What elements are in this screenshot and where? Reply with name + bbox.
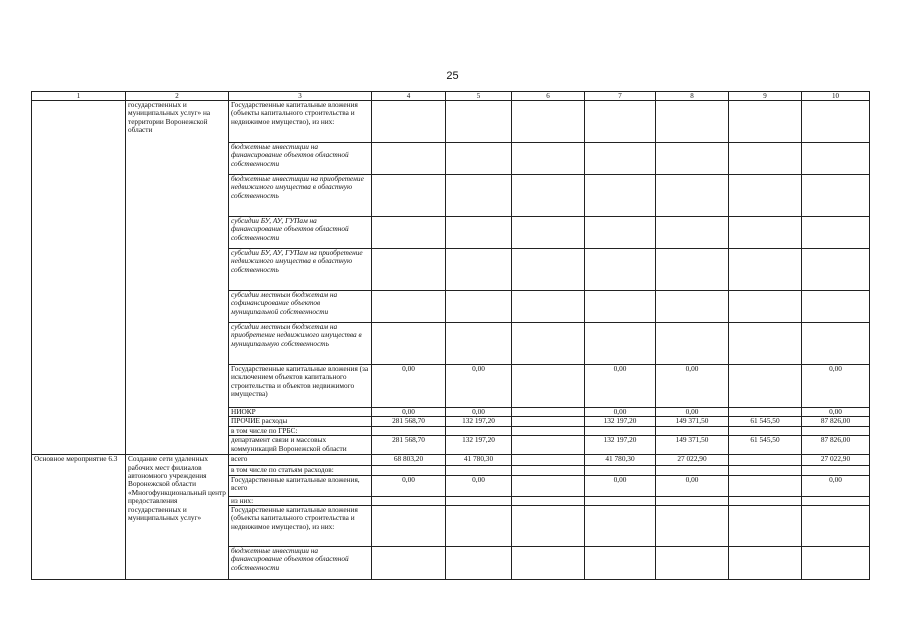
value-cell — [802, 547, 870, 580]
value-cell — [729, 466, 802, 475]
table-row — [32, 101, 870, 143]
value-cell — [729, 496, 802, 505]
value-cell: 149 371,50 — [656, 436, 729, 455]
expense-label: в том числе по статьям расходов: — [229, 466, 372, 475]
measure-description-cell: государственных и муниципальных услуг» на территории Воронежской области — [126, 101, 229, 455]
value-cell — [802, 143, 870, 175]
value-cell: 61 545,50 — [729, 417, 802, 426]
value-cell — [656, 496, 729, 505]
value-cell — [446, 426, 512, 435]
value-cell: 0,00 — [446, 475, 512, 496]
value-cell — [656, 323, 729, 365]
value-cell — [372, 217, 446, 249]
value-cell — [729, 143, 802, 175]
table-row — [32, 455, 870, 466]
expense-label: субсидии БУ, АУ, ГУПам на приобретение недвижимого имущества в областную собственность — [229, 249, 372, 291]
value-cell — [512, 436, 585, 455]
expense-label: из них: — [229, 496, 372, 505]
value-cell — [656, 466, 729, 475]
value-cell: 0,00 — [585, 365, 656, 408]
value-cell — [446, 547, 512, 580]
measure-description-cell: Создание сети удаленных рабочих мест филиалов автономного учреждения Воронежской области «Многофункциональный центр предоставления государственных и муниципальных услуг» — [126, 455, 229, 580]
expense-label: Государственные капитальные вложения, всего — [229, 475, 372, 496]
value-cell — [729, 426, 802, 435]
value-cell — [446, 249, 512, 291]
value-cell — [729, 506, 802, 547]
value-cell: 0,00 — [802, 408, 870, 417]
column-number: 1 — [32, 92, 126, 101]
value-cell — [512, 101, 585, 143]
value-cell — [372, 506, 446, 547]
page-number: 25 — [446, 70, 459, 82]
value-cell — [729, 175, 802, 217]
value-cell — [802, 217, 870, 249]
value-cell — [585, 547, 656, 580]
value-cell — [512, 249, 585, 291]
value-cell: 281 568,70 — [372, 417, 446, 426]
measure-name-cell — [32, 101, 126, 455]
value-cell — [446, 143, 512, 175]
column-number: 7 — [585, 92, 656, 101]
value-cell — [372, 466, 446, 475]
value-cell — [585, 291, 656, 323]
value-cell — [512, 217, 585, 249]
value-cell — [585, 249, 656, 291]
value-cell — [446, 466, 512, 475]
value-cell: 149 371,50 — [656, 417, 729, 426]
value-cell: 61 545,50 — [729, 436, 802, 455]
value-cell: 132 197,20 — [446, 417, 512, 426]
value-cell — [372, 175, 446, 217]
expense-label: всего — [229, 455, 372, 466]
value-cell — [802, 506, 870, 547]
value-cell — [372, 101, 446, 143]
value-cell — [446, 496, 512, 505]
expense-label: департамент связи и массовых коммуникаций Воронежской области — [229, 436, 372, 455]
expense-label: в том числе по ГРБС: — [229, 426, 372, 435]
value-cell — [729, 455, 802, 466]
value-cell — [585, 217, 656, 249]
column-number: 9 — [729, 92, 802, 101]
value-cell: 41 780,30 — [446, 455, 512, 466]
value-cell — [372, 323, 446, 365]
value-cell — [512, 365, 585, 408]
value-cell — [372, 426, 446, 435]
measure-name-cell: Основное мероприятие 6.3 — [32, 455, 126, 580]
value-cell — [729, 217, 802, 249]
value-cell — [585, 101, 656, 143]
value-cell — [656, 217, 729, 249]
value-cell — [585, 175, 656, 217]
expense-label: бюджетные инвестиции на финансирование объектов областной собственности — [229, 547, 372, 580]
value-cell — [802, 323, 870, 365]
value-cell: 87 826,00 — [802, 436, 870, 455]
value-cell: 0,00 — [656, 408, 729, 417]
value-cell: 132 197,20 — [585, 417, 656, 426]
value-cell — [656, 175, 729, 217]
value-cell — [656, 506, 729, 547]
column-number-row — [32, 92, 870, 101]
value-cell — [656, 143, 729, 175]
value-cell — [446, 506, 512, 547]
value-cell: 41 780,30 — [585, 455, 656, 466]
value-cell — [656, 291, 729, 323]
column-number: 2 — [126, 92, 229, 101]
column-number: 3 — [229, 92, 372, 101]
expense-label: субсидии местным бюджетам на софинансирование объектов муниципальной собственности — [229, 291, 372, 323]
value-cell: 0,00 — [446, 365, 512, 408]
value-cell — [656, 249, 729, 291]
value-cell — [585, 143, 656, 175]
value-cell — [802, 175, 870, 217]
value-cell — [372, 496, 446, 505]
expense-label: бюджетные инвестиции на финансирование объектов областной собственности — [229, 143, 372, 175]
value-cell: 68 803,20 — [372, 455, 446, 466]
value-cell — [372, 547, 446, 580]
value-cell — [512, 506, 585, 547]
value-cell — [512, 547, 585, 580]
expense-label: Государственные капитальные вложения (за исключением объектов капитального строительства и объектов недвижимого имущества) — [229, 365, 372, 408]
value-cell — [729, 323, 802, 365]
value-cell: 0,00 — [802, 365, 870, 408]
value-cell — [372, 249, 446, 291]
value-cell: 0,00 — [585, 475, 656, 496]
value-cell — [585, 466, 656, 475]
value-cell — [512, 455, 585, 466]
value-cell — [802, 426, 870, 435]
value-cell — [656, 101, 729, 143]
value-cell: 27 022,90 — [656, 455, 729, 466]
value-cell: 0,00 — [372, 475, 446, 496]
value-cell — [512, 496, 585, 505]
value-cell — [512, 417, 585, 426]
value-cell: 87 826,00 — [802, 417, 870, 426]
value-cell — [446, 101, 512, 143]
value-cell: 0,00 — [802, 475, 870, 496]
value-cell: 0,00 — [656, 475, 729, 496]
value-cell: 0,00 — [585, 408, 656, 417]
expense-label: субсидии местным бюджетам на приобретение недвижимого имущества в муниципальную собственность — [229, 323, 372, 365]
value-cell — [372, 291, 446, 323]
value-cell — [512, 291, 585, 323]
value-cell — [729, 408, 802, 417]
value-cell: 0,00 — [446, 408, 512, 417]
value-cell — [372, 143, 446, 175]
value-cell — [802, 101, 870, 143]
expense-label: ПРОЧИЕ расходы — [229, 417, 372, 426]
budget-table — [31, 91, 870, 580]
value-cell — [802, 496, 870, 505]
value-cell — [729, 547, 802, 580]
value-cell — [656, 426, 729, 435]
value-cell — [729, 291, 802, 323]
expense-label: бюджетные инвестиции на приобретение недвижимого имущества в областную собственность — [229, 175, 372, 217]
value-cell — [656, 547, 729, 580]
value-cell — [729, 101, 802, 143]
value-cell — [802, 291, 870, 323]
value-cell — [802, 466, 870, 475]
column-number: 5 — [446, 92, 512, 101]
value-cell: 0,00 — [372, 408, 446, 417]
value-cell — [446, 217, 512, 249]
value-cell: 27 022,90 — [802, 455, 870, 466]
value-cell: 132 197,20 — [446, 436, 512, 455]
expense-label: Государственные капитальные вложения (объекты капитального строительства и недвижимое имущество), из них: — [229, 101, 372, 143]
expense-label: субсидии БУ, АУ, ГУПам на финансирование объектов областной собственности — [229, 217, 372, 249]
value-cell: 132 197,20 — [585, 436, 656, 455]
column-number: 8 — [656, 92, 729, 101]
value-cell — [512, 143, 585, 175]
value-cell: 0,00 — [656, 365, 729, 408]
value-cell — [585, 496, 656, 505]
value-cell — [729, 475, 802, 496]
value-cell: 281 568,70 — [372, 436, 446, 455]
value-cell — [512, 475, 585, 496]
value-cell — [512, 323, 585, 365]
value-cell — [446, 175, 512, 217]
value-cell — [512, 408, 585, 417]
value-cell — [729, 365, 802, 408]
value-cell — [512, 466, 585, 475]
value-cell — [446, 323, 512, 365]
expense-label: НИОКР — [229, 408, 372, 417]
value-cell — [512, 175, 585, 217]
value-cell — [585, 323, 656, 365]
value-cell: 0,00 — [372, 365, 446, 408]
value-cell — [729, 249, 802, 291]
value-cell — [585, 426, 656, 435]
value-cell — [802, 249, 870, 291]
column-number: 4 — [372, 92, 446, 101]
value-cell — [512, 426, 585, 435]
column-number: 6 — [512, 92, 585, 101]
column-number: 10 — [802, 92, 870, 101]
value-cell — [585, 506, 656, 547]
value-cell — [446, 291, 512, 323]
expense-label: Государственные капитальные вложения (объекты капитального строительства и недвижимое имущество), из них: — [229, 506, 372, 547]
